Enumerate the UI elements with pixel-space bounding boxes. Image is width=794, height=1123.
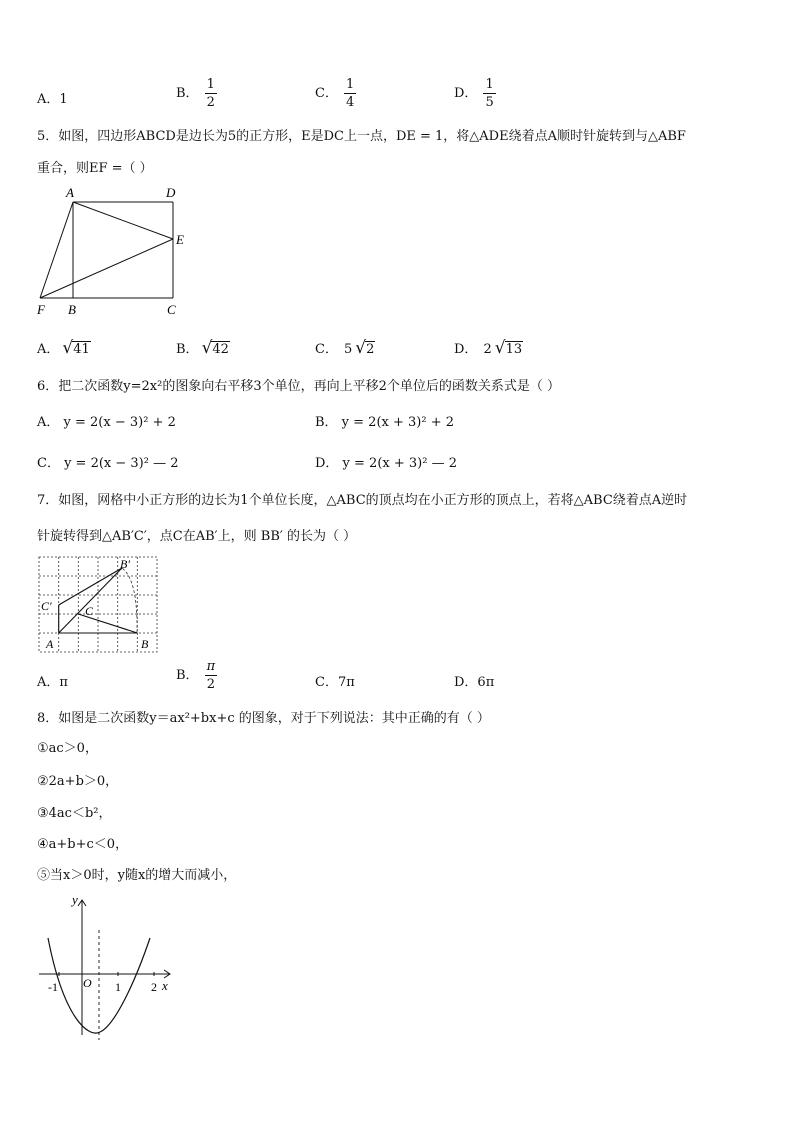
q7-option-b-label: B．: [176, 668, 199, 683]
q8-item-4: ④a+b+c＜0，: [37, 837, 129, 852]
q8-item-5: ⑤当x＞0时，y随x的增大而减小，: [37, 868, 237, 883]
q4-option-b: [176, 78, 217, 109]
q5-label-a: A: [66, 185, 74, 200]
radicand: 13: [505, 342, 523, 357]
fraction-numerator: 1: [206, 77, 215, 92]
q4-option-d: [454, 78, 496, 109]
q8-label-origin: O: [83, 976, 92, 990]
q6-stem: 6．把二次函数y=2x²的图象向右平移3个单位，再向上平移2个单位后的函数关系式是（ ）: [37, 379, 560, 394]
q5-label-c: C: [167, 302, 176, 317]
q4-option-d-label: D．: [454, 86, 478, 101]
q4-option-c-fraction: [344, 78, 356, 109]
q7-option-b-fraction: [205, 660, 218, 691]
q5-option-a-label: A．: [37, 342, 60, 357]
q5-option-a: [37, 338, 92, 358]
q5-option-b-label: B．: [176, 342, 199, 357]
coefficient: 2: [483, 342, 492, 357]
sqrt-symbol: √2: [355, 338, 375, 358]
fraction-denominator: 2: [206, 677, 215, 692]
q4-option-c: [315, 78, 356, 109]
coefficient: 5: [343, 342, 353, 357]
q8-label-neg1: -1: [48, 980, 58, 994]
q4-option-b-label: B．: [176, 86, 199, 101]
fraction-numerator: 1: [345, 77, 355, 92]
q5-option-b: [176, 338, 231, 358]
q6-option-b: B． y = 2(x + 3)² + 2: [315, 415, 455, 430]
q4-option-a: A．1: [37, 92, 68, 107]
q8-stem: 8．如图是二次函数y＝ax²+bx+c 的图象，对于下列说法：其中正确的有（ ）: [37, 711, 490, 726]
sqrt-symbol: √41: [62, 338, 90, 358]
radicand: 2: [366, 342, 375, 357]
q5-option-d-label: D．: [454, 342, 478, 357]
q7-option-c: C．7π: [315, 675, 355, 690]
q5-stem-line2: 重合，则EF =（ ）: [37, 161, 153, 176]
q6-option-d: D． y = 2(x + 3)² — 2: [315, 456, 457, 471]
q4-option-c-label: C．: [315, 86, 338, 101]
q5-square-figure: [30, 183, 200, 319]
q4-option-b-fraction: [205, 78, 217, 109]
q7-option-b: [176, 660, 217, 691]
q8-label-1: 1: [115, 980, 121, 994]
q7-label-b-prime: B′: [120, 557, 130, 571]
q8-parabola-figure: [34, 890, 184, 1040]
q7-grid-figure: [34, 555, 164, 655]
q5-label-e: E: [176, 232, 184, 247]
q7-label-c-prime: C′: [41, 599, 52, 613]
q5-label-d: D: [166, 185, 176, 200]
q5-option-c-label: C．: [315, 342, 338, 357]
q8-item-2: ②2a+b＞0，: [37, 774, 119, 789]
q7-stem-line1: 7．如图，网格中小正方形的边长为1个单位长度，△ABC的顶点均在小正方形的顶点上，若将△ABC绕着点A逆时: [37, 493, 688, 508]
sqrt-symbol: √13: [494, 338, 523, 358]
fraction-denominator: 5: [485, 95, 494, 110]
q5-label-f: F: [37, 302, 45, 317]
q6-option-a: A． y = 2(x − 3)² + 2: [37, 415, 176, 430]
q7-label-c: C: [85, 604, 94, 618]
q6-option-c: C． y = 2(x − 3)² — 2: [37, 456, 179, 471]
q7-stem-line2: 针旋转得到△AB′C′，点C在AB′上，则 BB′ 的长为（ ）: [37, 529, 357, 544]
q5-option-d: [454, 338, 524, 358]
q4-option-d-fraction: [483, 78, 495, 109]
radicand: 41: [73, 342, 90, 357]
fraction-denominator: 4: [345, 95, 355, 110]
q5-stem-line1: 5．如图，四边形ABCD是边长为5的正方形，E是DC上一点，DE = 1，将△ADE绕着点A顺时针旋转到与△ABF: [37, 129, 686, 144]
sqrt-symbol: √42: [201, 338, 229, 358]
q7-option-d: D．6π: [454, 675, 495, 690]
q8-item-1: ①ac＞0，: [37, 741, 98, 756]
fraction-numerator: 1: [485, 77, 494, 92]
q7-label-b: B: [141, 637, 149, 651]
q5-label-b: B: [68, 302, 76, 317]
fraction-numerator: π: [206, 659, 216, 674]
q7-label-a: A: [46, 637, 54, 651]
radicand: 42: [212, 342, 229, 357]
q7-option-a: A．π: [37, 675, 68, 690]
q8-item-3: ③4ac＜b²，: [37, 806, 112, 821]
q8-label-y: y: [72, 892, 78, 907]
fraction-denominator: 2: [206, 95, 215, 110]
q5-option-c: [315, 338, 376, 358]
q8-label-x: x: [162, 978, 168, 993]
q8-label-2: 2: [151, 980, 157, 994]
